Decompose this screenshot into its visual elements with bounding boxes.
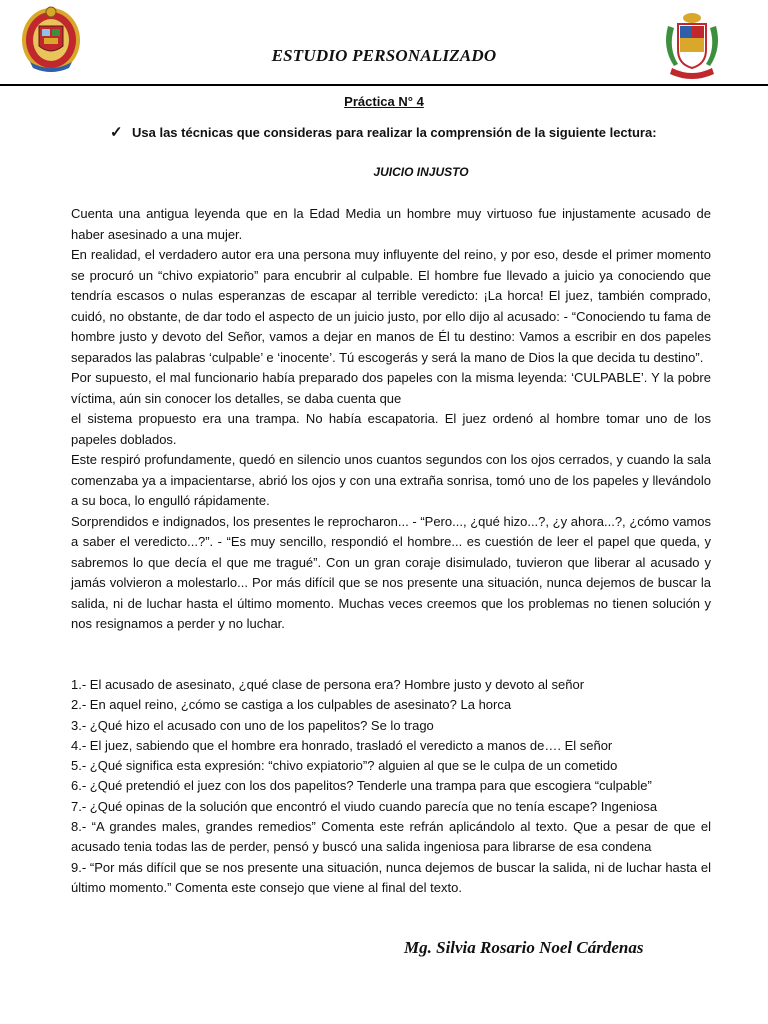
paragraph: Sorprendidos e indignados, los presentes le reprocharon... - “Pero..., ¿qué hizo...?, ¿y ahora...?, ¿cómo vamos a saber el veredicto...?”. - “Es muy sencillo, respondió el hombre... es cuestión de leer el papel que queda, y sabremos lo que decía el que me tragué”. Con un gran coraje disimulado, tuvieron que liberar al acusado y jamás volvieron a molestarlo... Por más difícil que se nos presente una situación, nunca dejemos de buscar la salida, ni de luchar hasta el último momento. Muchas veces creemos que los problemas no tienen solución y nos resignamos a perder y no luchar. bbox=[71, 513, 711, 631]
question-list bbox=[71, 675, 711, 898]
question-item: 2.- En aquel reino, ¿cómo se castiga a los culpables de asesinato? La horca bbox=[71, 697, 512, 713]
checkmark-icon: ✓ bbox=[110, 124, 123, 141]
question-item: 3.- ¿Qué hizo el acusado con uno de los papelitos? Se lo trago bbox=[71, 717, 434, 733]
question-item: 7.- ¿Qué opinas de la solución que encontró el viudo cuando parecía que no tenía escape? Ingeniosa bbox=[71, 798, 658, 814]
page-header bbox=[0, 0, 768, 86]
question-item: 6.- ¿Qué pretendió el juez con los dos papelitos? Tenderle una trampa para que escogiera “culpable” bbox=[71, 778, 652, 794]
instruction-text: Usa las técnicas que consideras para realizar la comprensión de la siguiente lectura: bbox=[132, 125, 657, 140]
paragraph: En realidad, el verdadero autor era una persona muy influyente del reino, y por eso, desde el primer momento se procuró un “chivo expiatorio” para encubrir al culpable. El hombre fue llevado a juicio ya conociendo que tendría escasos o nulas esperanzas de escapar al terrible veredicto: ¡La horca! El juez, también comprado, cuidó, no obstante, de dar todo el aspecto de un juicio justo, por ello dijo al acusado: - “Conociendo tu fama de hombre justo y devoto del Señor, vamos a dejar en manos de Él tu destino: Vamos a escribir en dos papeles separados las palabras ‘culpable’ e ‘inocente’. Tú escogerás y será la mano de Dios la que decida tu destino”. bbox=[71, 247, 711, 365]
reading-body bbox=[71, 204, 711, 635]
question-item: 5.- ¿Qué significa esta expresión: “chivo expiatorio”? alguien al que se le culpa de un cometido bbox=[71, 758, 618, 774]
reading-title: JUICIO INJUSTO bbox=[373, 165, 469, 179]
question-item: 4.- El juez, sabiendo que el hombre era honrado, trasladó el veredicto a manos de…. El señor bbox=[71, 737, 613, 753]
paragraph: Este respiró profundamente, quedó en silencio unos cuantos segundos con los ojos cerrados, y cuando la sala comenzaba ya a impacientarse, abrió los ojos y con una extraña sonrisa, tomó uno de los papeles y llevándolo a su boca, lo engulló rápidamente. bbox=[71, 452, 711, 508]
coat-of-arms-logo bbox=[662, 10, 722, 80]
instruction bbox=[110, 123, 730, 141]
paragraph: el sistema propuesto era una trampa. No había escapatoria. El juez ordenó al hombre tomar uno de los papeles doblados. bbox=[71, 411, 711, 447]
author-signature: Mg. Silvia Rosario Noel Cárdenas bbox=[404, 938, 644, 957]
header-divider bbox=[0, 84, 768, 86]
question-item: 8.- “A grandes males, grandes remedios” Comenta este refrán aplicándolo al texto. Que a pesar de que el acusado tenia todas las de perder, pensó y buscó una salida ingeniosa para librarse de esa condena bbox=[71, 819, 711, 855]
question-item: 9.- “Por más difícil que se nos presente una situación, nunca dejemos de buscar la salida, ni de luchar hasta el último momento.” Comenta este consejo que viene al final del texto. bbox=[71, 859, 711, 895]
question-item: 1.- El acusado de asesinato, ¿qué clase de persona era? Hombre justo y devoto al señor bbox=[71, 677, 585, 692]
paragraph: Cuenta una antigua leyenda que en la Edad Media un hombre muy virtuoso fue injustamente acusado de haber asesinado a una mujer. bbox=[71, 206, 711, 242]
paragraph: Por supuesto, el mal funcionario había preparado dos papeles con la misma leyenda: ‘CULPABLE’. Y la pobre víctima, aún sin conocer los detalles, se daba cuenta que bbox=[71, 370, 711, 406]
header-title: ESTUDIO PERSONALIZADO bbox=[271, 46, 497, 65]
practice-title: Práctica N° 4 bbox=[344, 94, 424, 109]
